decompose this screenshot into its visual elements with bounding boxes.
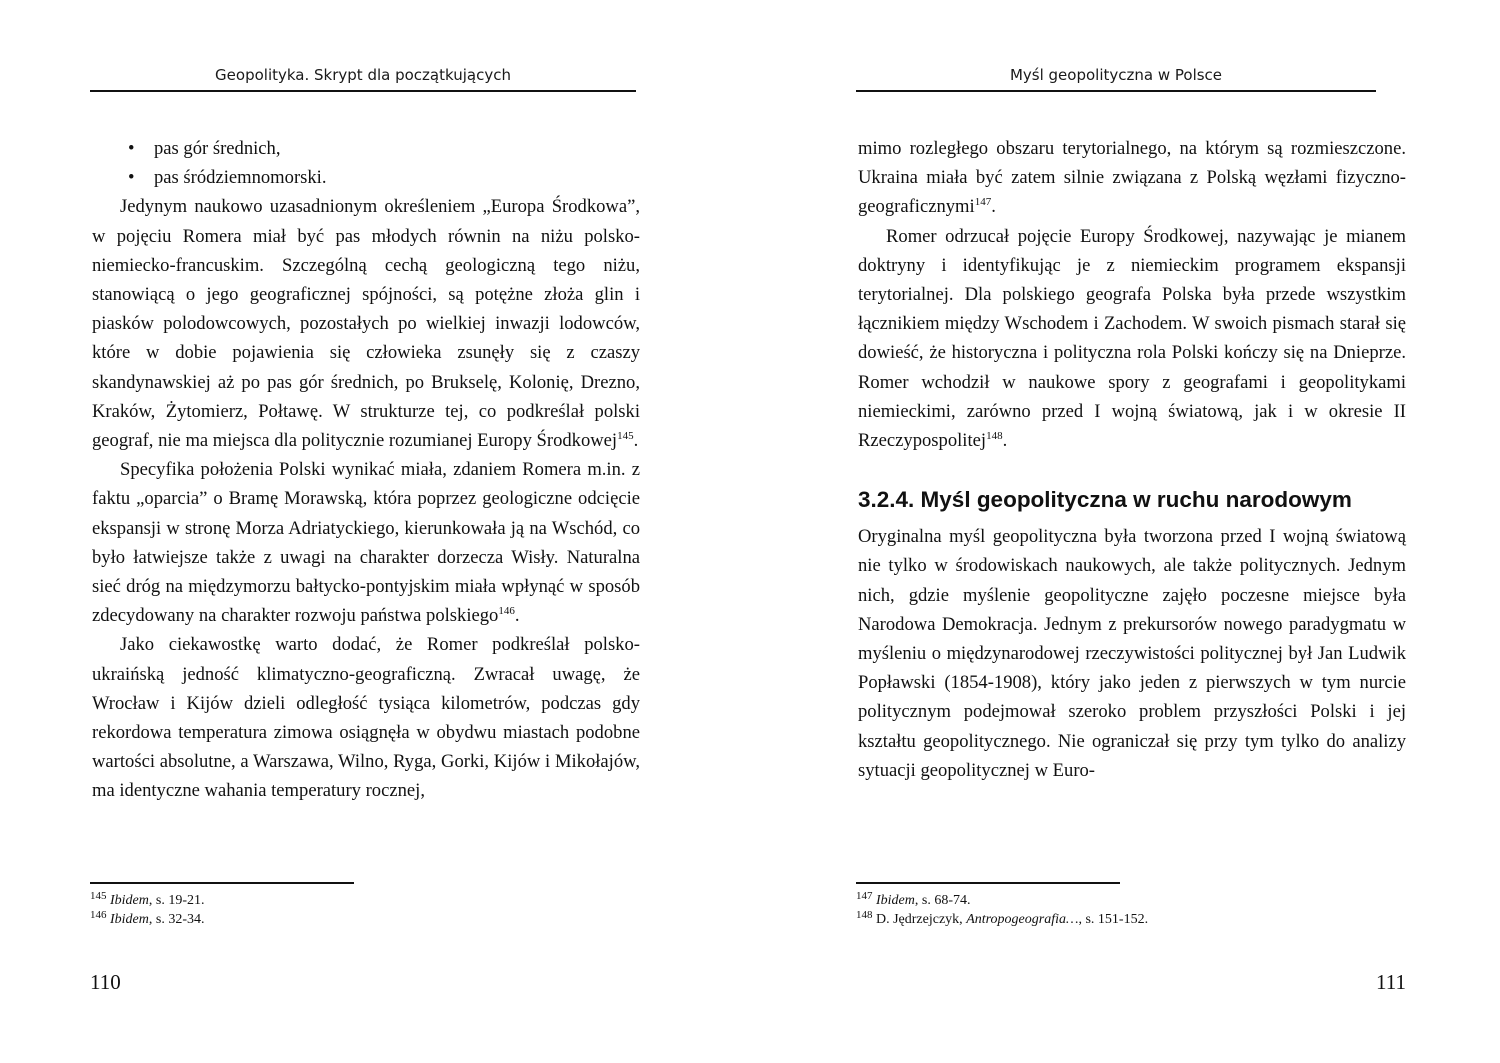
bullet-item: • pas gór średnich, [92,134,640,163]
paragraph: mimo rozległego obszaru terytorialnego, na którym są rozmieszczone. Ukraina miała być zatem silnie związana z Polską węzłami fizyczno-geograficznymi$^{147}$. [858,138,1406,218]
footnote-rule [90,882,354,884]
footnote-rule [856,882,1120,884]
footnote-ref: 148 [986,430,1003,443]
paragraph: Specyfika położenia Polski wynikać miała, zdaniem Romera m.in. z faktu „oparcia” o Bramę Morawską, która poprzez geologiczne odcięcie ekspansji w stronę Morza Adriatyckiego, kierunkowała ją na Wschód, co było łatwiejsze także z uwagi na charakter dorzecza Wisły. Naturalna sieć dróg na międzymorzu bałtycko-pontyjskim miała wpłynąć w sposób zdecydowany na charakter rozwoju państwa polskiego$^{146}$. [92,459,640,627]
right-page [750,0,1500,1063]
body-text [858,134,1406,785]
paragraph: Romer odrzucał pojęcie Europy Środkowej, nazywając je mianem doktryny i identyfikując je z niemieckim programem ekspansji terytorialnej. Dla polskiego geografa Polska była przede wszystkim łącznikiem między Wschodem i Zachodem. W swoich pismach starał się dowieść, że historyczna i polityczna rola Polski kończy się na Dnieprze. Romer wchodził w naukowe spory z geografami i geopolitykami niemieckimi, zarówno przed I wojną światową, jak i w okresie II Rzeczypospolitej$^{148}$. [858,225,1406,452]
paragraph: Jako ciekawostkę warto dodać, że Romer podkreślał polsko-ukraińską jedność klimatyczno-geograficzną. Zwracał uwagę, że Wrocław i Kijów dzieli odległość tysiąca kilometrów, podczas gdy rekordowa temperatura zimowa osiągnęła w obydwu miastach podobne wartości absolutne, a Warszawa, Wilno, Ryga, Gorki, Kijów i Mikołajów, ma identyczne wahania temperatury rocznej, [92,634,640,802]
footnote: $^{145}$ Ibidem, s. 19-21. [90,890,205,908]
running-head: Myśl geopolityczna w Polsce [1009,66,1223,84]
paragraph: Oryginalna myśl geopolityczna była tworzona przed I wojną światową nie tylko w środowiskach naukowych, ale także politycznych. Jednym nich, gdzie myślenie geopolityczne zajęło poczesne miejsce była Narodowa Demokracja. Jednym z prekursorów nowego paradygmatu w myśleniu o międzynarodowej rzeczywistości politycznej był Jan Ludwik Popławski (1854-1908), który jako jeden z pierwszych w tym nurcie politycznym podejmował szeroko problem przyszłości Polski i jej kształtu geopolitycznego. Nie ograniczał się przy tym tylko do analizy sytuacji geopolitycznej w Euro- [858,526,1406,781]
footnote-ref: 145 [617,430,634,443]
bullet-item: • pas śródziemnomorski. [92,163,640,192]
section-heading: 3.2.4. Myśl geopolityczna w ruchu narodowym [858,487,1352,513]
footnotes [856,891,1376,929]
footnote-ref: 147 [974,196,992,209]
footnote: $^{147}$ Ibidem, s. 68-74. [856,890,971,908]
footnote: $^{148}$ D. Jędrzejczyk, Antropogeografia…, s. 151-152. [856,909,1149,927]
footnote-ref: 146 [498,605,515,618]
page-number: 111 [1376,970,1406,994]
page-number: 110 [90,970,121,994]
header-rule [856,90,1376,92]
body-text [92,134,640,806]
header-rule [90,90,636,92]
running-head: Geopolityka. Skrypt dla początkujących [215,66,511,84]
footnotes [90,891,590,929]
bullet-icon: • [128,138,135,159]
paragraph: Jedynym naukowo uzasadnionym określeniem „Europa Środkowa”, w pojęciu Romera miał być pas młodych równin na niżu polsko-niemiecko-francuskim. Szczególną cechą geologiczną tego niżu, stanowiącą o jego geograficznej spójności, są potężne złoża glin i piasków polodowcowych, pozostałych po wielkiej inwazji lodowców, które w dobie pojawienia się człowieka zsunęły się z czaszy skandynawskiej aż po pas gór średnich, po Brukselę, Kolonię, Drezno, Kraków, Żytomierz, Połtawę. W strukturze tej, co podkreślał polski geograf, nie ma miejsca dla politycznie rozumianej Europy Środkowej$^{145}$. [92,196,640,452]
bullet-icon: • [128,167,135,189]
footnote: $^{146}$ Ibidem, s. 32-34. [90,909,205,927]
